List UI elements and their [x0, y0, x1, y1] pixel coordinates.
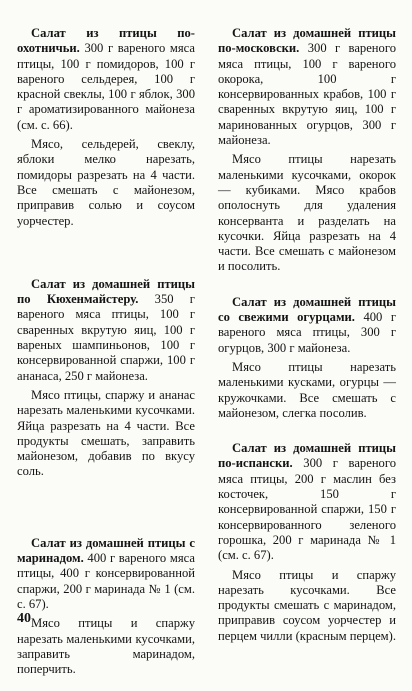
recipe-poultry-hunter-salad: [17, 26, 195, 229]
page-number: 40: [17, 611, 31, 626]
recipe-ingredients: 400 г вареного мяса птицы, 400 г консервированной спаржи, 200 г маринада № 1 (см. с. 67).: [17, 551, 195, 611]
recipe-ingredients-paragraph: [218, 26, 396, 148]
recipe-ingredients: 400 г вареного мяса птицы, 300 г огурцов, 300 г майонеза.: [218, 310, 396, 355]
recipe-title: Салат из домашней птицы по Кюхенмайстеру.: [17, 276, 195, 307]
recipe-method: Мясо птицы, спаржу и ананас нарезать маленькими кусочками. Яйца разрезать на 4 части. Все продукты смешать, заправить майонезом, добавив по вкусу соль.: [17, 387, 195, 479]
recipe-method: Мясо птицы нарезать маленькими кусками, огурцы — кружочками. Все смешать с майонезом, слегка посолив.: [218, 359, 396, 420]
left-column: [17, 26, 195, 691]
recipe-moscow-salad: [218, 26, 396, 275]
recipe-ingredients: 300 г вареного мяса птицы, 200 г маслин без косточек, 150 г консервированной спаржи, 150 г консервированного зеленого горошка, 200 г маринада № 1 (см. с. 67).: [218, 456, 397, 563]
recipe-kuchenmeister-salad: [17, 277, 195, 480]
recipe-ingredients-paragraph: [17, 26, 195, 133]
recipe-method: Мясо, сельдерей, свеклу, яблоки мелко нарезать, помидоры разрезать на 4 части. Все смешать с майонезом, приправив солью и соусом уорчестер.: [17, 137, 195, 228]
right-column: [218, 26, 396, 658]
recipe-spanish-salad: [218, 441, 396, 644]
recipe-ingredients-paragraph: [218, 295, 396, 356]
recipe-ingredients-paragraph: [17, 536, 195, 612]
recipe-ingredients-paragraph: [17, 277, 195, 384]
recipe-title: Салат из птицы по-охотничьи.: [17, 26, 195, 56]
recipe-ingredients: 350 г вареного мяса птицы, 100 г сваренных вкрутую яиц, 100 г вареных шампиньонов, 100 г консервированной спаржи, 100 г ананаса, 250 г майонеза.: [17, 292, 195, 383]
recipe-method: Мясо птицы нарезать маленькими кусочками, окорок — кубиками. Мясо крабов ополоснуть для удаления консерванта и разделать на кусочки. Яйца разрезать на 4 части. Все смешать с майонезом и посолить.: [218, 152, 396, 274]
recipe-ingredients: 300 г вареного мяса птицы, 100 г помидоров, 100 г вареного сельдерея, 100 г красной свеклы, 100 г яблок, 300 г ароматизированного майонеза (см. с. 66).: [17, 41, 195, 132]
recipe-marinade-salad: [17, 536, 195, 678]
recipe-title: Салат из домашней птицы по-испански.: [218, 441, 396, 471]
recipe-fresh-cucumber-salad: [218, 295, 396, 421]
recipe-title: Салат из домашней птицы по-московски.: [218, 26, 396, 56]
recipe-ingredients: 300 г вареного мяса птицы, 100 г вареного окорока, 100 г консервированных крабов, 100 г сваренных вкрутую яиц, 100 г маринованных огурцов, 300 г майонеза.: [218, 41, 396, 148]
recipe-method: Мясо птицы и спаржу нарезать маленькими кусочками, заправить маринадом, поперчить.: [17, 616, 195, 677]
recipe-ingredients-paragraph: [218, 441, 396, 563]
recipe-title: Салат из домашней птицы с маринадом.: [17, 535, 195, 566]
recipe-title: Салат из домашней птицы со свежими огурцами.: [218, 294, 396, 325]
recipe-method: Мясо птицы и спаржу нарезать кусочками. Все продукты смешать с маринадом, приправив соусом уорчестер и перцем чилли (красным перцем).: [218, 567, 396, 643]
